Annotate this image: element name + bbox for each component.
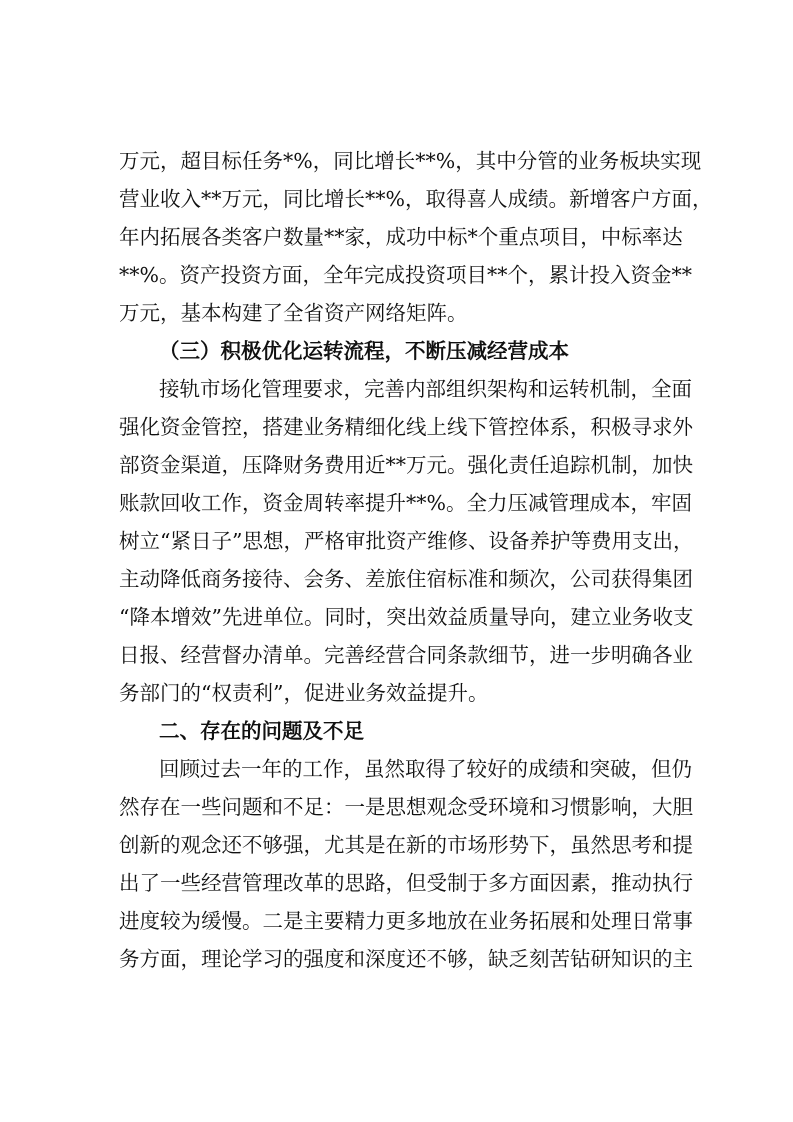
paragraph-3-line-4: 出了一些经营管理改革的思路，但受制于多方面因素，推动执行: [119, 871, 693, 895]
section-heading-2: 二、存在的问题及不足: [159, 719, 364, 743]
paragraph-3-line-6: 务方面，理论学习的强度和深度还不够，缺乏刻苦钻研知识的主: [119, 947, 693, 971]
paragraph-1-line-5: 万元，基本构建了全省资产网络矩阵。: [119, 301, 468, 325]
paragraph-2-line-2: 强化资金管控，搭建业务精细化线上线下管控体系，积极寻求外: [119, 415, 693, 439]
paragraph-2-line-1: 接轨市场化管理要求，完善内部组织架构和运转机制，全面: [159, 377, 692, 401]
section-heading-3: （三）积极优化运转流程，不断压减经营成本: [159, 339, 569, 363]
paragraph-2-line-4: 账款回收工作，资金周转率提升**%。全力压减管理成本，牢固: [119, 491, 692, 515]
paragraph-3-line-2: 然存在一些问题和不足：一是思想观念受环境和习惯影响，大胆: [119, 795, 693, 819]
paragraph-2-line-3: 部资金渠道，压降财务费用近**万元。强化责任追踪机制，加快: [119, 453, 693, 477]
paragraph-1-line-2: 营业收入**万元，同比增长**%，取得喜人成绩。新增客户方面，: [119, 187, 713, 211]
paragraph-2-line-5: 树立“紧日子”思想，严格审批资产维修、设备养护等费用支出，: [119, 529, 694, 553]
paragraph-2-line-6: 主动降低商务接待、会务、差旅住宿标准和频次，公司获得集团: [119, 567, 693, 591]
paragraph-1-line-4: **%。资产投资方面，全年完成投资项目**个，累计投入资金**: [119, 263, 692, 287]
paragraph-3-line-1: 回顾过去一年的工作，虽然取得了较好的成绩和突破，但仍: [159, 757, 692, 781]
paragraph-2-line-9: 务部门的“权责利”，促进业务效益提升。: [119, 681, 489, 705]
paragraph-1-line-1: 万元，超目标任务*%，同比增长**%，其中分管的业务板块实现: [119, 149, 702, 173]
paragraph-1-line-3: 年内拓展各类客户数量**家，成功中标*个重点项目，中标率达: [119, 225, 683, 249]
paragraph-2-line-8: 日报、经营督办清单。完善经营合同条款细节，进一步明确各业: [119, 643, 693, 667]
paragraph-3-line-3: 创新的观念还不够强，尤其是在新的市场形势下，虽然思考和提: [119, 833, 693, 857]
paragraph-3-line-5: 进度较为缓慢。二是主要精力更多地放在业务拓展和处理日常事: [119, 909, 693, 933]
paragraph-2-line-7: “降本增效”先进单位。同时，突出效益质量导向，建立业务收支: [119, 605, 694, 629]
